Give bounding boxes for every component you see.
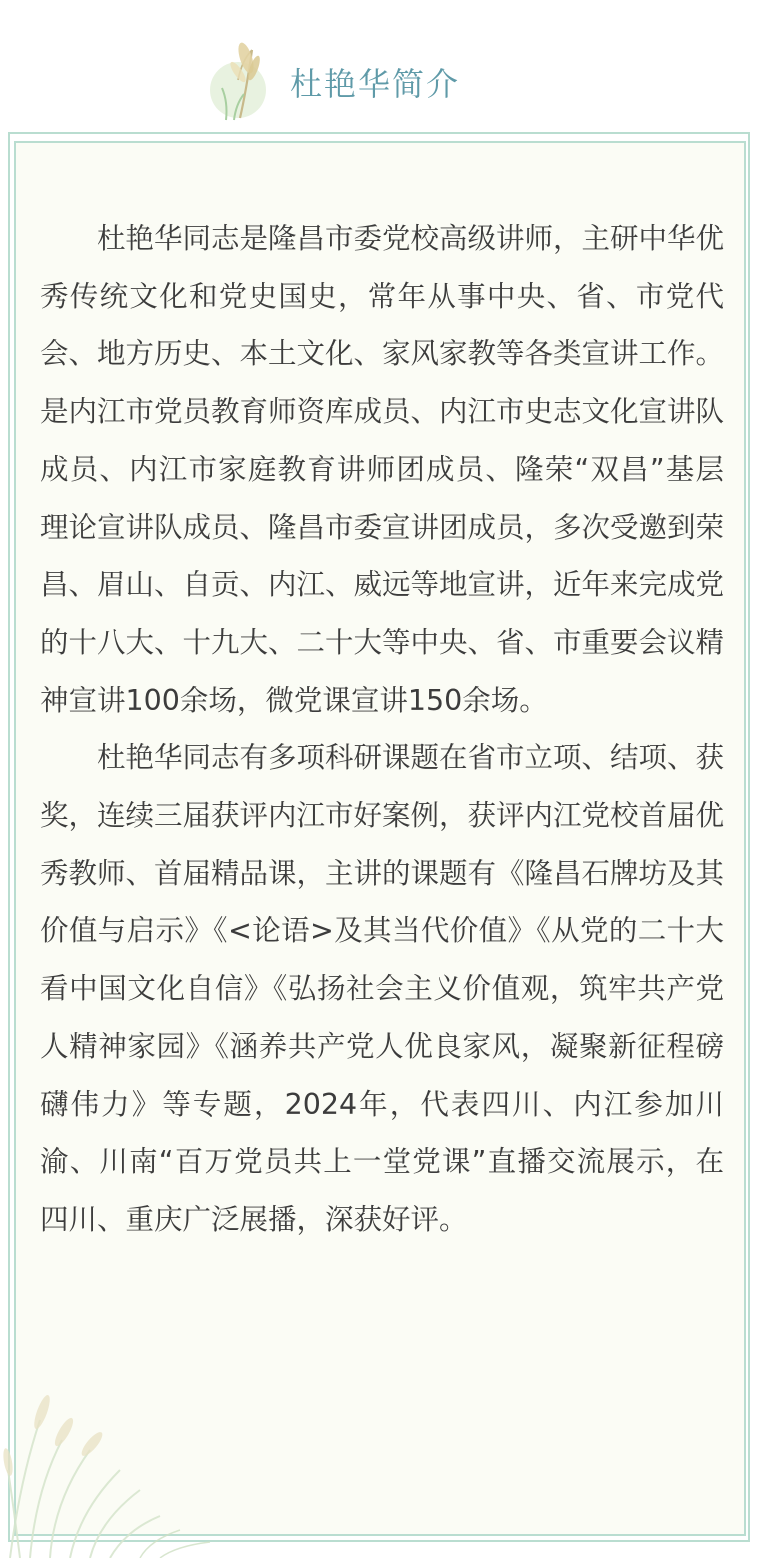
intro-paragraph-1: 杜艳华同志是隆昌市委党校高级讲师，主研中华优秀传统文化和党史国史，常年从事中央、省、市党代会、地方历史、本土文化、家风家教等各类宣讲工作。是内江市党员教育师资库成员、内江市史志文化宣讲队成员、内江市家庭教育讲师团成员、隆荣“双昌”基层理论宣讲队成员、隆昌市委宣讲团成员，多次受邀到荣昌、眉山、自贡、内江、威远等地宣讲，近年来完成党的十八大、十九大、二十大等中央、省、市重要会议精神宣讲100余场，微党课宣讲150余场。 bbox=[40, 222, 725, 717]
wheat-icon bbox=[200, 32, 280, 122]
intro-paragraph-2: 杜艳华同志有多项科研课题在省市立项、结项、获奖，连续三届获评内江市好案例，获评内江党校首届优秀教师、首届精品课，主讲的课题有《隆昌石牌坊及其价值与启示》《<论语>及其当代价值》《从党的二十大看中国文化自信》《弘扬社会主义价值观，筑牢共产党人精神家园》《涵养共产党人优良家风，凝聚新征程磅礴伟力》等专题，2024年，代表四川、内江参加川渝、川南“百万党员共上一堂党课”直播交流展示，在四川、重庆广泛展播，深获好评。 bbox=[40, 741, 725, 1236]
intro-body bbox=[40, 210, 724, 1249]
page-title: 杜艳华简介 bbox=[290, 65, 461, 103]
header bbox=[0, 0, 760, 130]
